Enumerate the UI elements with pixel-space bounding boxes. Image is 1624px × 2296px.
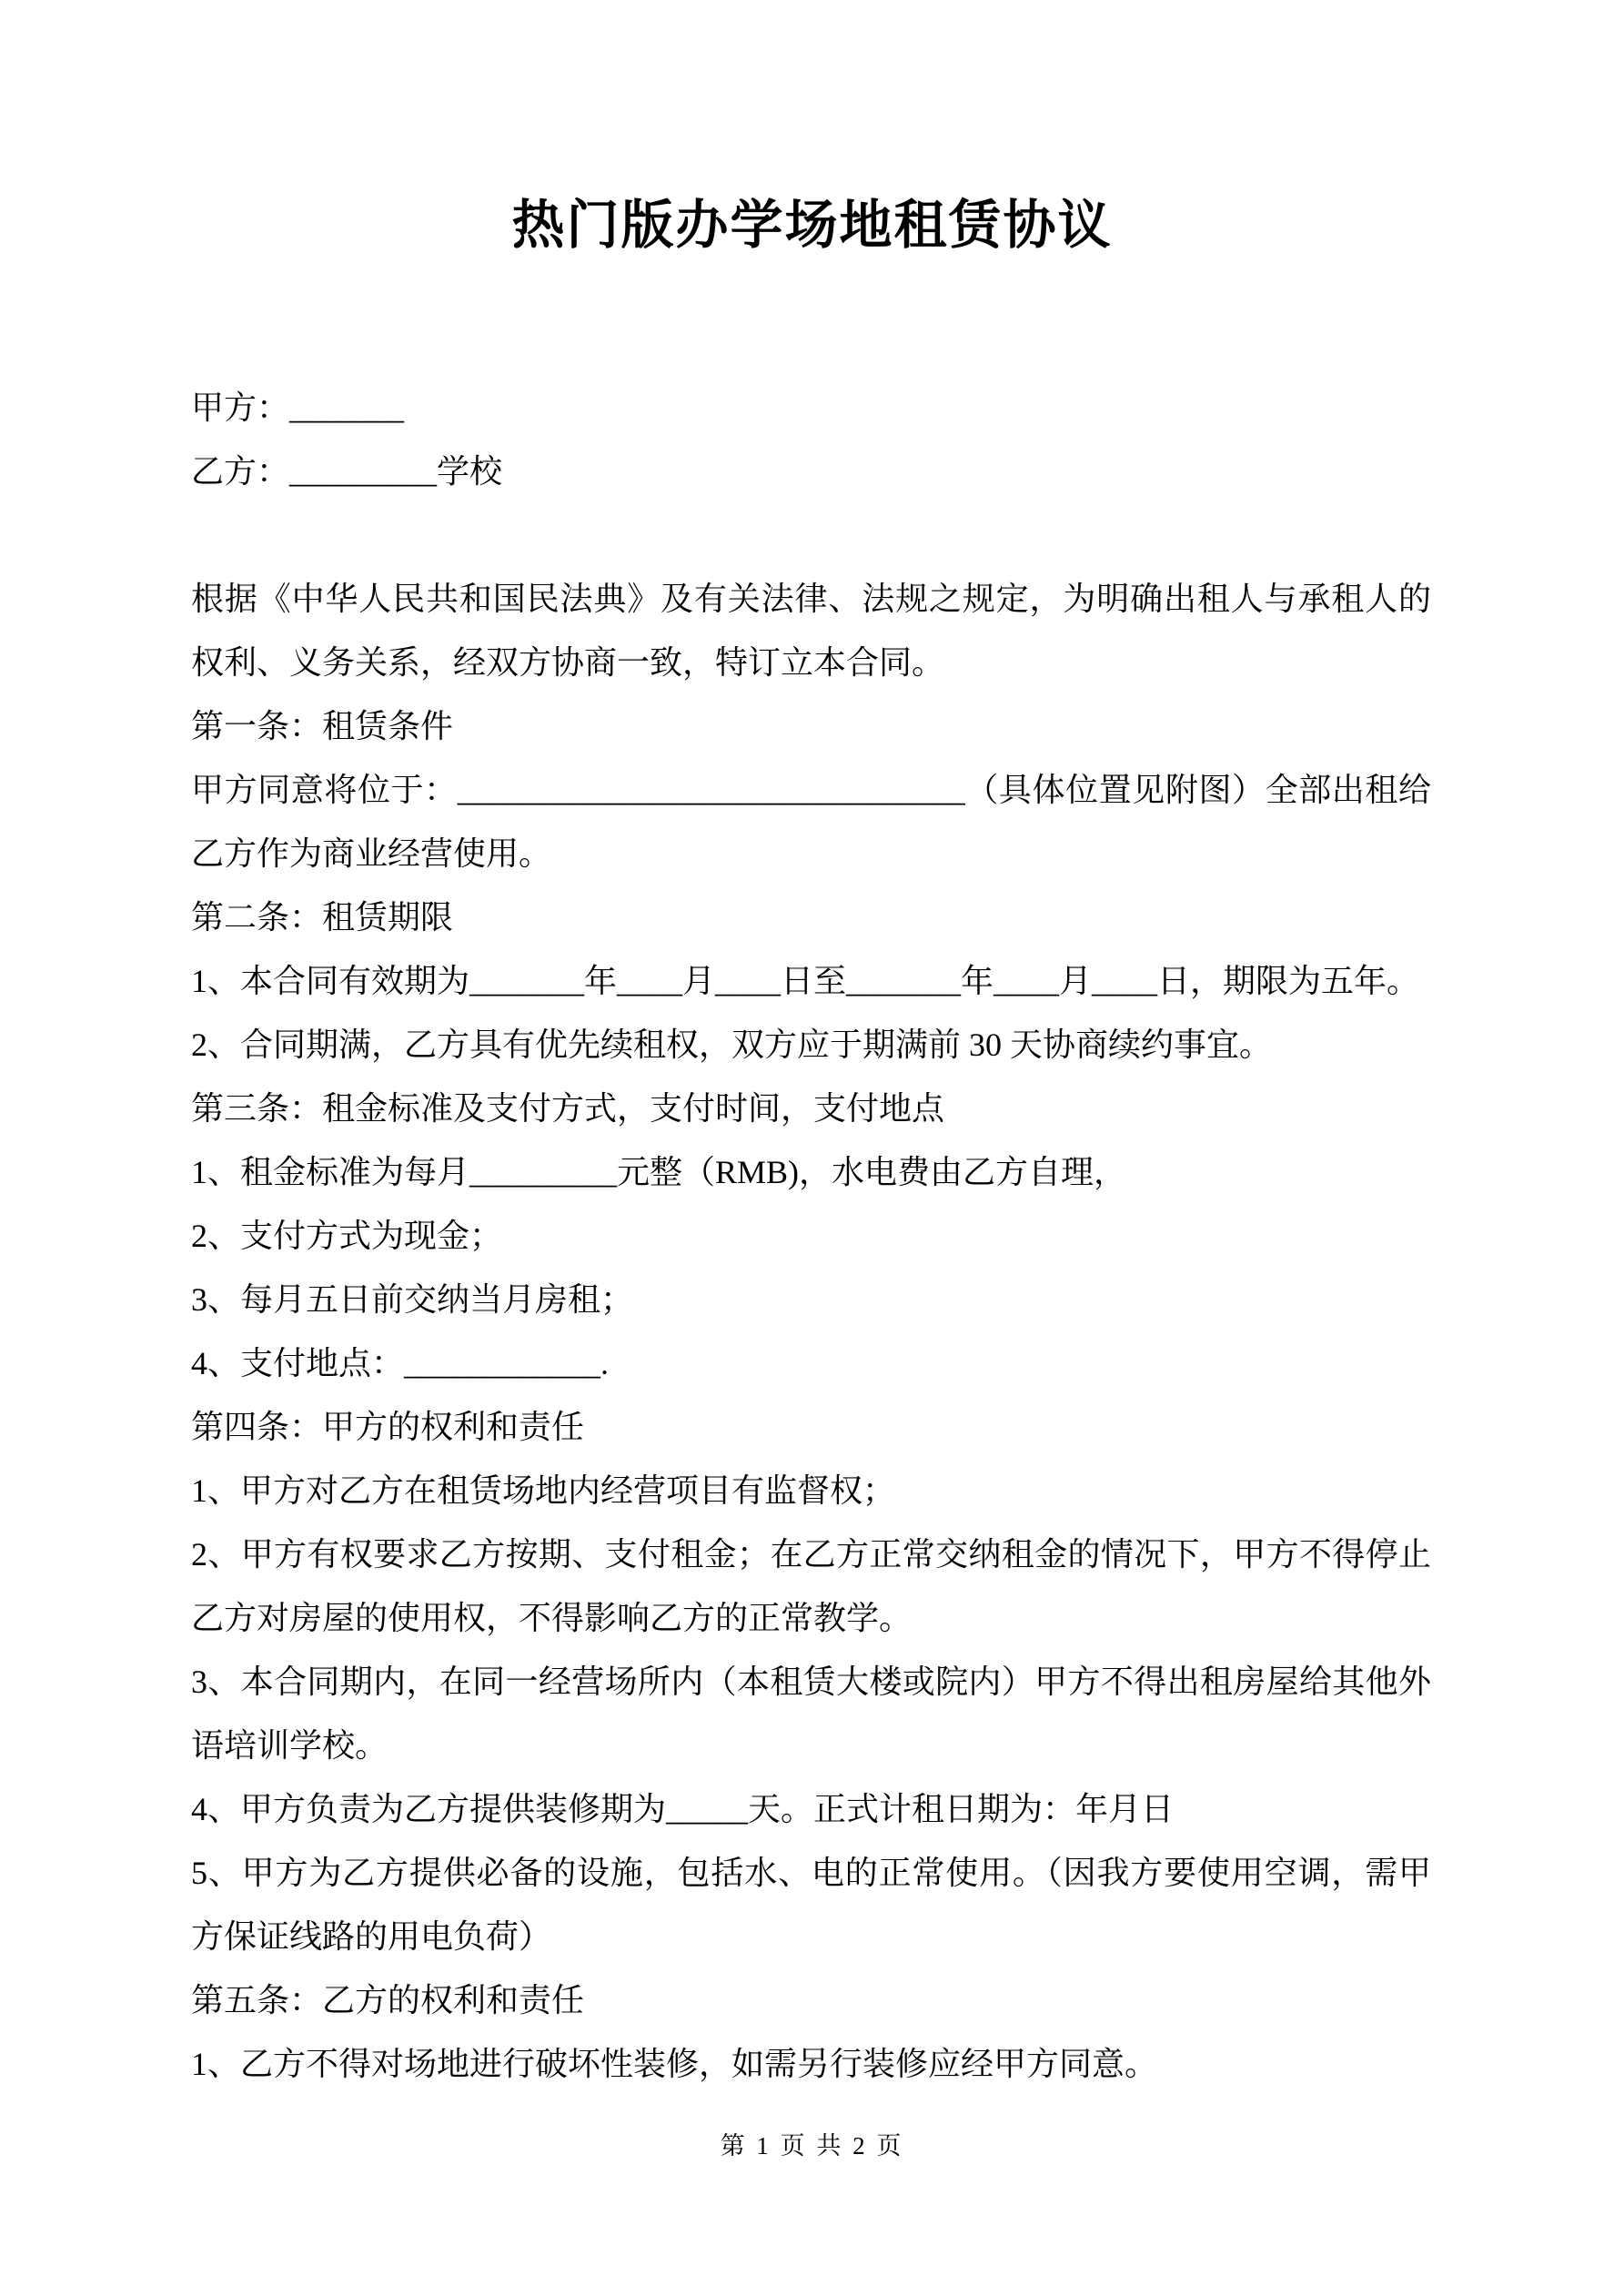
clause-5-heading: 第五条：乙方的权利和责任 [191,1982,585,2018]
party-b-line: 乙方：_________学校 [191,453,503,490]
clause-3-heading: 第三条：租金标准及支付方式，支付时间，支付地点 [191,1090,945,1127]
clause-3-item-1: 1、租金标准为每月_________元整（RMB)，水电费由乙方自理， [191,1154,1127,1190]
clause-4-item-2: 2、甲方有权要求乙方按期、支付租金；在乙方正常交纳租金的情况下，甲方不得停止乙方对房屋的使用权，不得影响乙方的正常教学。 [191,1536,1431,1636]
clause-1-heading: 第一条：租赁条件 [191,708,454,744]
preamble-paragraph: 根据《中华人民共和国民法典》及有关法律、法规之规定，为明确出租人与承租人的权利、义务关系，经双方协商一致，特订立本合同。 [191,581,1431,681]
clause-4-item-5: 5、甲方为乙方提供必备的设施，包括水、电的正常使用。（因我方要使用空调，需甲方保证线路的用电负荷） [191,1855,1431,1955]
document-body [191,376,1431,2096]
clauses-block [191,567,1431,2096]
clause-4-item-3: 3、本合同期内，在同一经营场所内（本租赁大楼或院内）甲方不得出租房屋给其他外语培训学校。 [191,1664,1431,1764]
party-a-line: 甲方：_______ [191,389,405,426]
clause-3-item-2: 2、支付方式为现金； [191,1218,503,1254]
clause-4-item-4: 4、甲方负责为乙方提供装修期为_____天。正式计租日期为：年月日 [191,1791,1175,1827]
clause-3-item-3: 3、每月五日前交纳当月房租； [191,1281,634,1318]
document-title: 热门版办学场地租赁协议 [511,196,1113,255]
clause-3-item-4: 4、支付地点：____________. [191,1345,610,1381]
clause-4-item-1: 1、甲方对乙方在租赁场地内经营项目有监督权； [191,1472,896,1509]
clause-4-heading: 第四条：甲方的权利和责任 [191,1409,585,1445]
clause-1-item: 甲方同意将位于：_______________________________（具体位置见附图）全部出租给乙方作为商业经营使用。 [191,772,1431,872]
clause-2-item-1: 1、本合同有效期为_______年____月____日至_______年____月____日，期限为五年。 [191,963,1420,999]
clause-2-item-2: 2、合同期满，乙方具有优先续租权，双方应于期满前 30 天协商续约事宜。 [191,1027,1273,1063]
clause-5-item-1: 1、乙方不得对场地进行破坏性装修，如需另行装修应经甲方同意。 [191,2046,1158,2082]
clause-2-heading: 第二条：租赁期限 [191,899,454,936]
parties-block [191,376,1431,503]
page-number-footer: 第 1 页 共 2 页 [720,2132,904,2159]
